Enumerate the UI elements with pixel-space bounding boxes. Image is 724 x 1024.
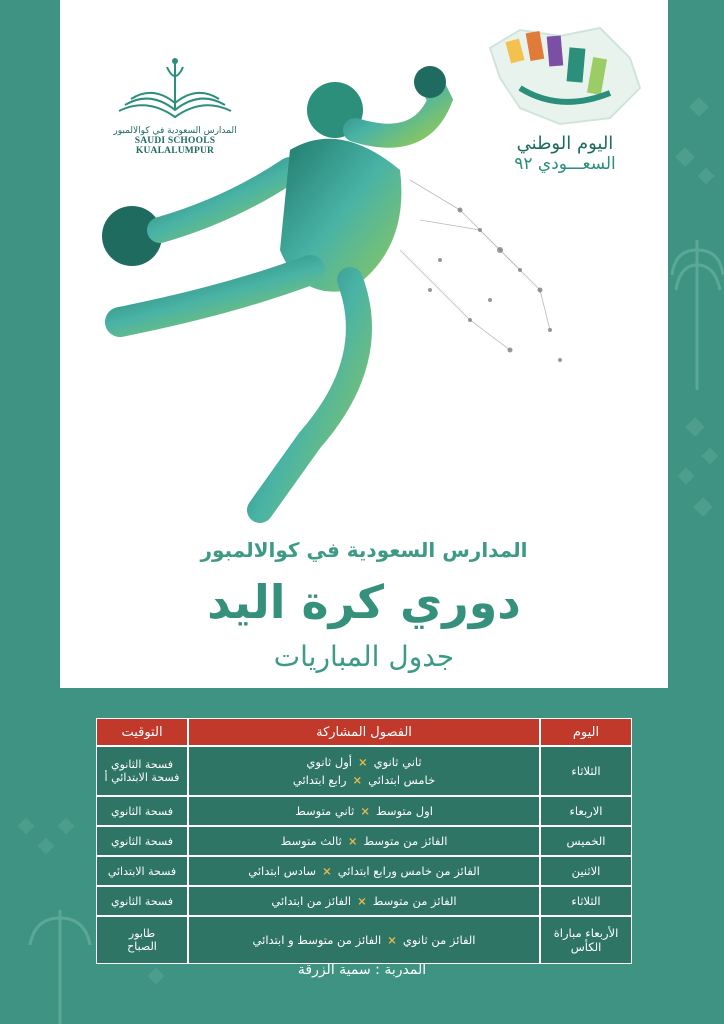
versus-icon: × — [322, 864, 332, 878]
time-line: الصباح — [127, 940, 157, 953]
team-b: الفائز من متوسط — [372, 894, 457, 908]
match-line — [192, 771, 536, 789]
classes-cell — [188, 886, 540, 916]
day-cell: الاثنين — [540, 856, 632, 886]
team-a: ثالث متوسط — [280, 834, 342, 848]
time-line: طابور — [128, 927, 156, 940]
match-schedule-table — [96, 718, 632, 964]
team-b: ثاني ثانوي — [373, 755, 422, 769]
time-cell — [96, 886, 188, 916]
time-line: فسحة الابتدائي أ — [104, 771, 180, 784]
day-cell: الثلاثاء — [540, 886, 632, 916]
match-line — [192, 832, 536, 850]
time-line: فسحة الثانوي — [111, 894, 173, 908]
column-header-day: اليوم — [540, 718, 632, 746]
team-b: الفائز من ثانوي — [402, 933, 476, 947]
team-a: رابع ابتدائي — [292, 773, 347, 787]
school-name: المدارس السعودية في كوالالمبور — [200, 538, 528, 562]
column-header-classes: الفصول المشاركة — [188, 718, 540, 746]
team-b: اول متوسط — [376, 804, 433, 818]
match-line — [192, 862, 536, 880]
classes-cell — [188, 746, 540, 796]
time-cell — [96, 826, 188, 856]
time-cell — [96, 856, 188, 886]
day-cell: الثلاثاء — [540, 746, 632, 796]
team-b: الفائز من متوسط — [363, 834, 448, 848]
versus-icon: × — [357, 894, 367, 908]
time-line: فسحة الثانوي — [111, 758, 173, 771]
time-cell — [96, 916, 188, 964]
classes-cell — [188, 796, 540, 826]
team-a: ثاني متوسط — [295, 804, 355, 818]
match-line — [192, 753, 536, 771]
school-logo-arabic-name: المدارس السعودية في كوالالمبور — [113, 126, 237, 136]
day-cell: الاربعاء — [540, 796, 632, 826]
time-line: فسحة الثانوي — [111, 804, 173, 818]
versus-icon: × — [360, 804, 371, 818]
match-line — [192, 931, 536, 949]
time-cell — [96, 796, 188, 826]
table-header-row — [96, 718, 632, 746]
column-header-time: التوقيت — [96, 718, 188, 746]
team-a: الفائز من ابتدائي — [271, 894, 352, 908]
table-body — [96, 746, 632, 964]
table-row — [96, 886, 632, 916]
match-line — [192, 892, 536, 910]
coach-credit: المدربة : سمية الزرقة — [297, 962, 427, 978]
poster-card — [60, 0, 668, 688]
table-row — [96, 856, 632, 886]
day-cell: الخميس — [540, 826, 632, 856]
classes-cell — [188, 856, 540, 886]
table-row — [96, 916, 632, 964]
team-b: خامس ابتدائي — [368, 773, 436, 787]
national-day-title: اليوم الوطني — [516, 133, 614, 154]
versus-icon: × — [387, 933, 397, 947]
time-line: فسحة الابتدائي — [107, 864, 177, 878]
national-day-subtitle: السعـــودي ٩٢ — [514, 154, 616, 174]
match-line — [192, 802, 536, 820]
versus-icon: × — [347, 834, 358, 848]
team-a: الفائز من متوسط و ابتدائي — [252, 933, 382, 947]
team-a: أول ثانوي — [306, 755, 352, 769]
team-b: الفائز من خامس ورابع ابتدائي — [337, 864, 480, 878]
table-row — [96, 826, 632, 856]
league-title: دوري كرة اليد — [207, 575, 521, 629]
versus-icon: × — [352, 773, 363, 787]
decorative-pattern-right — [670, 0, 724, 1024]
time-cell — [96, 746, 188, 796]
table-row — [96, 796, 632, 826]
team-a: سادس ابتدائي — [248, 864, 317, 878]
classes-cell — [188, 826, 540, 856]
versus-icon: × — [357, 755, 368, 769]
classes-cell — [188, 916, 540, 964]
day-cell: الأربعاء مباراة الكأس — [540, 916, 632, 964]
handball-player-illustration — [80, 60, 580, 530]
table-row — [96, 746, 632, 796]
school-logo-english-name: SAUDI SCHOOLS KUALALUMPUR — [134, 136, 216, 156]
time-line: فسحة الثانوي — [111, 834, 173, 848]
schedule-title: جدول المباريات — [273, 640, 455, 673]
